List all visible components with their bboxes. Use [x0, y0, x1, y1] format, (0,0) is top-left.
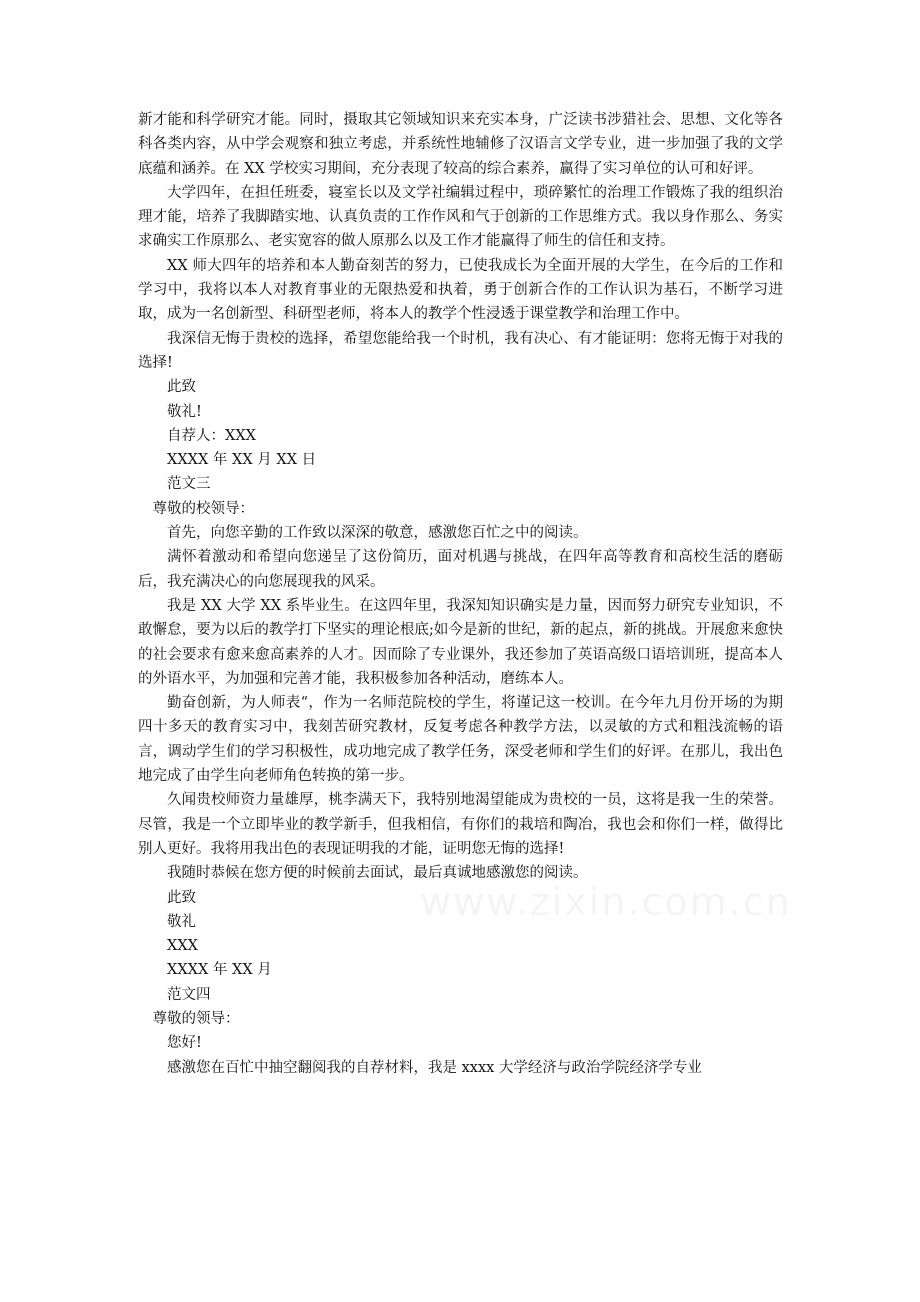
paragraph-2: 大学四年，在担任班委，寝室长以及文学社编辑过程中，琐碎繁忙的治理工作锻炼了我的组织治理才能，培养了我脚踏实地、认真负责的工作作风和气于创新的工作思维方式。我以身作那么、务实求确实工作原那么、老实宽容的做人原那么以及工作才能赢得了师生的信任和支持。	[138, 184, 783, 250]
paragraph-8: 勤奋创新，为人师表“，作为一名师范院校的学生，将谨记这一校训。在今年九月份开场的为期四十多天的教育实习中，我刻苦研究教材，反复考虑各种教学方法，以灵敏的方式和粗浅流畅的语言，调动学生们的学习积极性，成功地完成了教学任务，深受老师和学生们的好评。在那儿，我出色地完成了由学生向老师角色转换的第一步。	[138, 695, 783, 785]
greeting-line: 您好!	[167, 1035, 202, 1052]
paragraph-10: 我随时恭候在您方便的时候前去面试，最后真诚地感激您的阅读。	[167, 865, 588, 882]
section-title-3: 范文三	[167, 476, 211, 493]
closing-line-2: 此致	[167, 889, 196, 906]
paragraph-9: 久闻贵校师资力量雄厚，桃李满天下，我特别地渴望能成为贵校的一员，这将是我一生的荣誉。尽管，我是一个立即毕业的教学新手，但我相信，有你们的栽培和陶冶，我也会和你们一样，做得比别人更好。我将用我出色的表现证明我的才能，证明您无悔的选择!	[138, 792, 783, 857]
paragraph-7: 我是 XX 大学 XX 系毕业生。在这四年里，我深知知识确实是力量，因而努力研究专业知识，不敢懈怠，要为以后的教学打下坚实的理论根底;如今是新的世纪，新的起点，新的挑战。开展愈来愈快的社会要求有愈来愈高素养的人才。因而除了专业课外，我还参加了英语高级口语培训班，提高本人的外语水平，为加强和完善才能，我积极参加各种活动，磨练本人。	[138, 597, 783, 687]
paragraph-1: 新才能和科学研究才能。同时，摄取其它领域知识来充实本身，广泛读书涉猎社会、思想、文化等各科各类内容，从中学会观察和独立考虑，并系统性地辅修了汉语言文学专业，进一步加强了我的文学底蕴和涵养。在 XX 学校实习期间，充分表现了较高的综合素养，赢得了实习单位的认可和好评。	[138, 112, 783, 177]
regards-line: 敬礼!	[167, 403, 202, 420]
paragraph-6: 满怀着激动和希望向您递呈了这份简历，面对机遇与挑战，在四年高等教育和高校生活的磨砺后，我充满决心的向您展现我的风采。	[138, 549, 783, 590]
paragraph-4: 我深信无悔于贵校的选择，希望您能给我一个时机，我有决心、有才能证明：您将无悔于对我的选择!	[138, 330, 783, 371]
date-line-2: XXXX 年 XX 月	[167, 962, 272, 979]
paragraph-11: 感激您在百忙中抽空翻阅我的自荐材料，我是 xxxx 大学经济与政治学院经济学专业	[167, 1059, 702, 1076]
paragraph-3: XX 师大四年的培养和本人勤奋刻苦的努力，已使我成长为全面开展的大学生，在今后的工作和学习中，我将以本人对教育事业的无限热爱和执着，勇于创新合作的工作认识为基石，不断学习进取，成为一名创新型、科研型老师，将本人的教学个性浸透于课堂教学和治理工作中。	[138, 257, 783, 323]
closing-line: 此致	[167, 379, 196, 396]
section-title-4: 范文四	[167, 986, 211, 1003]
salutation-3: 尊敬的校领导：	[152, 500, 254, 517]
regards-line-2: 敬礼	[167, 913, 196, 930]
salutation-4: 尊敬的领导：	[152, 1010, 240, 1027]
signature-line: 自荐人：XXX	[167, 427, 256, 444]
paragraph-5: 首先，向您辛勤的工作致以深深的敬意，感激您百忙之中的阅读。	[167, 525, 588, 542]
signature-line-2: XXX	[167, 938, 198, 955]
document-page	[138, 108, 783, 1080]
date-line: XXXX 年 XX 月 XX 日	[167, 452, 317, 469]
